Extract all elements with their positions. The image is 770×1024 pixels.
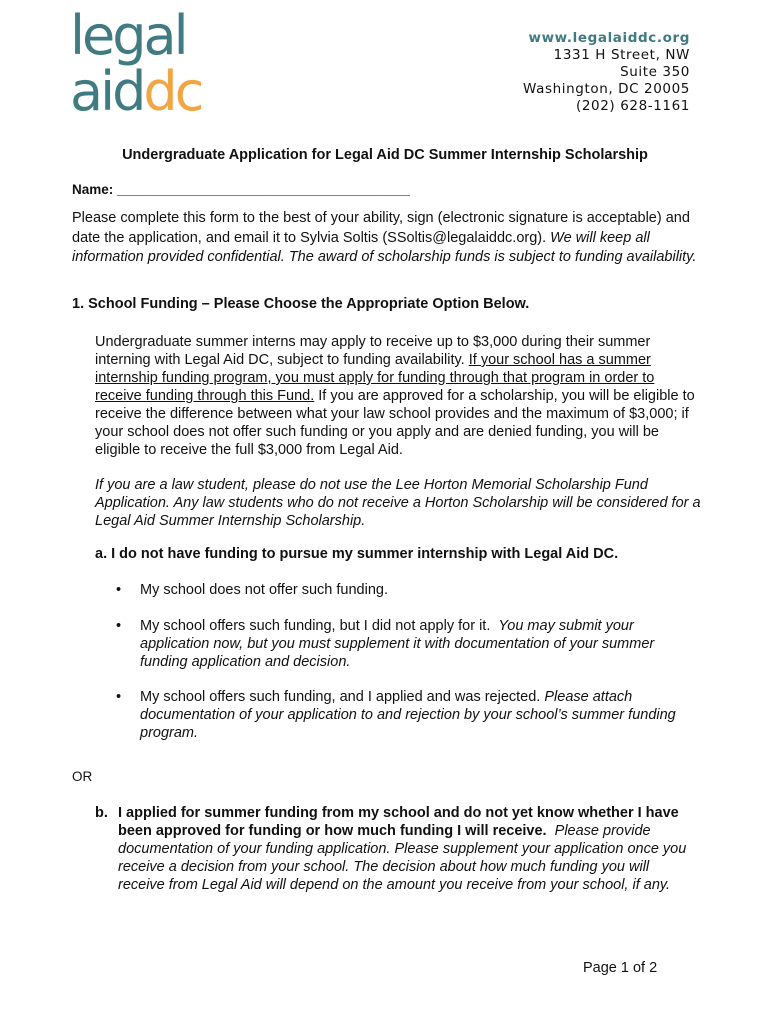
- option-a-bullet-2: [116, 617, 696, 671]
- bullet-3-italic: Please attach documentation of your application to and rejection by your school’s summer funding program.: [140, 689, 676, 741]
- address-suite: Suite 350: [620, 64, 690, 80]
- bullet-icon: •: [116, 689, 122, 705]
- para1-underline: If your school has a summer internship funding program, you must apply for funding through that program in order to receive funding through this Fund.: [95, 352, 655, 404]
- option-b-label: b.: [95, 805, 108, 821]
- option-b-italic: Please provide documentation of your funding application. Please supplement your application once you receive a decision from your school. The decision about how much funding you will receive from Legal Aid will depend on the amount you receive from your school, if any.: [118, 823, 687, 893]
- law-student-note: [95, 476, 705, 530]
- bullet-icon: •: [116, 582, 122, 598]
- intro-paragraph: [72, 209, 702, 268]
- bullet-3-body: [140, 688, 696, 742]
- logo-aid: aid: [70, 60, 144, 123]
- bullet-1-text: My school does not offer such funding.: [140, 582, 388, 598]
- address-phone: (202) 628-1161: [576, 98, 690, 114]
- option-b-body: [118, 804, 695, 894]
- address-city: Washington, DC 20005: [523, 81, 690, 97]
- intro-text: Please complete this form to the best of your ability, sign (electronic signature is acceptable) and date the application, and email it to Sylvia Soltis (SSoltis@legalaiddc.org).: [72, 210, 690, 246]
- intro-italic: We will keep all information provided confidential. The award of scholarship funds is subject to funding availability.: [72, 229, 697, 265]
- option-a-bullet-3: [116, 688, 696, 742]
- option-a-heading: a. I do not have funding to pursue my summer internship with Legal Aid DC.: [95, 546, 619, 562]
- para1-end: If you are approved for a scholarship, you will be eligible to receive the difference between what your law school provides and the maximum of $3,000; if your school does not offer such funding or you apply and are denied funding, you will be eligible to receive the full $3,000 from Legal Aid.: [95, 388, 695, 458]
- option-a-bullet-1: [116, 581, 696, 599]
- bullet-2-italic: You may submit your application now, but you must supplement it with documentation of your summer funding application and decision.: [140, 618, 655, 670]
- name-field: [72, 182, 410, 197]
- logo-line-1: legal: [70, 4, 186, 67]
- section-1-paragraph: [95, 333, 705, 459]
- address-street: 1331 H Street, NW: [553, 47, 690, 63]
- logo-line-2: [70, 60, 230, 123]
- page-number: Page 1 of 2: [583, 960, 658, 976]
- para1-start: Undergraduate summer interns may apply to receive up to $3,000 during their summer interning with Legal Aid DC, subject to funding availability.: [95, 334, 651, 368]
- logo-dc: dc: [143, 60, 202, 123]
- option-b: [95, 804, 695, 894]
- bullet-3-text: My school offers such funding, and I applied and was rejected.: [140, 689, 541, 705]
- option-b-bold: I applied for summer funding from my school and do not yet know whether I have been approved for funding or how much funding I will receive.: [118, 805, 679, 839]
- or-separator: OR: [72, 769, 93, 784]
- name-label: Name:: [72, 182, 114, 197]
- legal-aid-dc-logo: [70, 4, 230, 130]
- website-link[interactable]: www.legalaiddc.org: [528, 30, 690, 46]
- bullet-icon: •: [116, 618, 122, 634]
- law-student-note-text: If you are a law student, please do not use the Lee Horton Memorial Scholarship Fund Application. Any law students who do not receive a Horton Scholarship will be considered for a Legal Aid Summer Internship Scholarship.: [95, 477, 701, 529]
- bullet-2-text: My school offers such funding, but I did not apply for it.: [140, 618, 491, 634]
- name-blank[interactable]: _______________________________________: [117, 182, 410, 197]
- document-title: Undergraduate Application for Legal Aid DC Summer Internship Scholarship: [122, 147, 648, 163]
- bullet-2-body: [140, 617, 696, 671]
- section-1-heading: 1. School Funding – Please Choose the Appropriate Option Below.: [72, 296, 530, 312]
- address-block: [523, 30, 690, 115]
